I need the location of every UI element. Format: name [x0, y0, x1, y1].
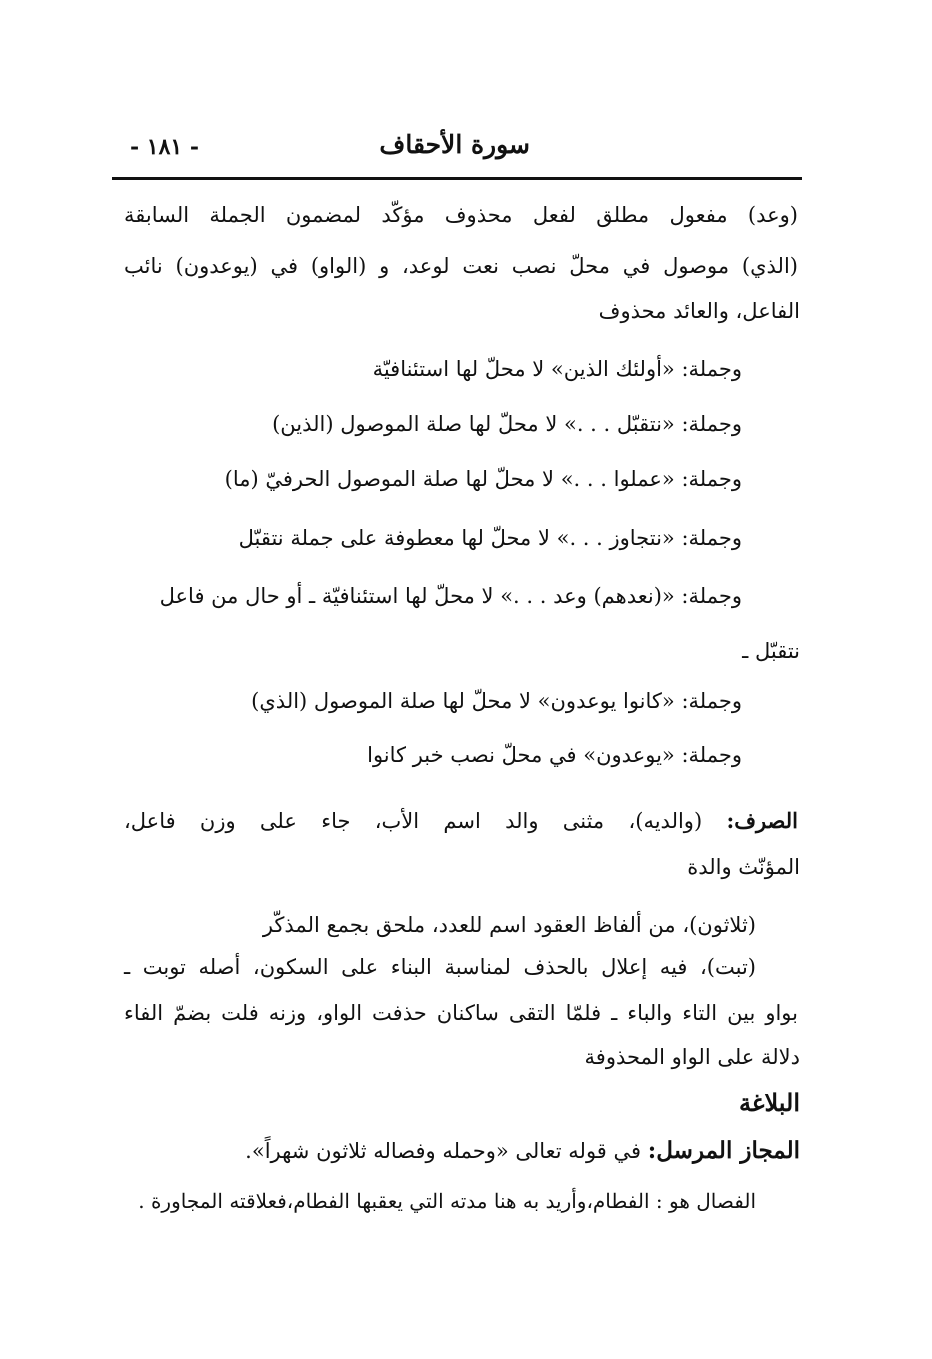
paragraph-line: (تبت)، فيه إعلال بالحذف لمناسبة البناء على السكون، أصله توبت ـ — [124, 955, 756, 979]
sentence-line: وجملة: «كانوا يوعدون» لا محلّ لها صلة الموصول (الذي) — [251, 689, 742, 713]
paragraph-line: الفاعل، والعائد محذوف — [598, 299, 800, 323]
sentence-line: وجملة: «عملوا . . .» لا محلّ لها صلة الموصول الحرفيّ (ما) — [224, 467, 742, 491]
sentence-line: وجملة: «نتجاوز . . .» لا محلّ لها معطوفة على جملة نتقبّل — [238, 526, 742, 550]
header-divider — [112, 177, 802, 180]
page-header — [112, 128, 800, 176]
paragraph-line: (وعد) مفعول مطلق لفعل محذوف مؤكّد لمضمون الجملة السابقة — [124, 203, 798, 227]
paragraph-line: (الذي) موصول في محلّ نصب نعت لوعد، و (الواو) في (يوعدون) نائب — [124, 254, 798, 278]
sentence-line: وجملة: «أولئك الذين» لا محلّ لها استئنافيّة — [372, 357, 742, 381]
paragraph-line: الفصال هو : الفطام،وأريد به هنا مدته التي يعقبها الفطام،فعلاقته المجاورة . — [138, 1189, 756, 1213]
balagha-heading: البلاغة — [739, 1088, 800, 1117]
majaz-label: المجاز المرسل: — [647, 1137, 800, 1164]
paragraph-line: (ثلاثون)، من ألفاظ العقود اسم للعدد، ملحق بجمع المذكّر — [262, 913, 756, 937]
majaz-text: في قوله تعالى «وحمله وفصاله ثلاثون شهراً». — [245, 1139, 642, 1163]
majaz-line — [245, 1134, 800, 1168]
sentence-line: نتقبّل ـ — [742, 639, 800, 663]
sarf-line — [124, 804, 798, 838]
page-number: - ١٨١ - — [130, 134, 200, 160]
paragraph-line: دلالة على الواو المحذوفة — [584, 1045, 800, 1069]
sarf-label: الصرف: — [726, 808, 798, 833]
sarf-text: (والديه)، مثنى والد اسم الأب، جاء على وزن فاعل، — [124, 809, 703, 833]
paragraph-line: المؤنّث والدة — [687, 855, 800, 879]
sentence-line: وجملة: «(نعدهم) وعد . . .» لا محلّ لها استئنافيّة ـ أو حال من فاعل — [159, 584, 742, 608]
sentence-line: وجملة: «يوعدون» في محلّ نصب خبر كانوا — [367, 743, 742, 767]
sentence-line: وجملة: «نتقبّل . . .» لا محلّ لها صلة الموصول (الذين) — [272, 412, 742, 436]
surah-title: سورة الأحقاف — [379, 130, 530, 159]
paragraph-line: بواو بين التاء والباء ـ فلمّا التقى ساكنان حذفت الواو، وزنه فلت بضمّ الفاء — [124, 1001, 798, 1025]
